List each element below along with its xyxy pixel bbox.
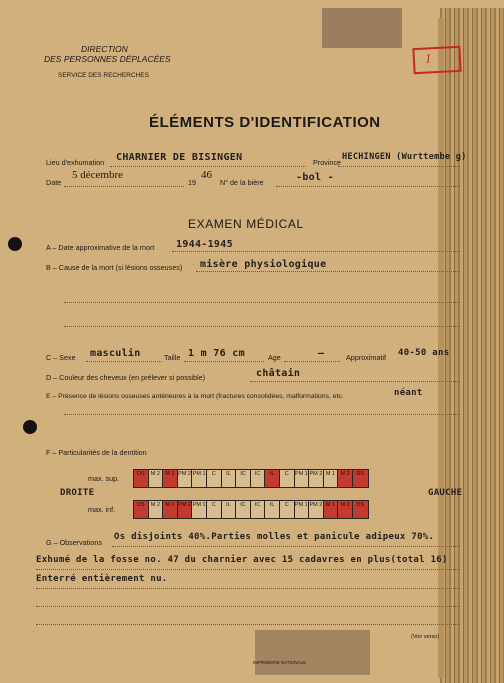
- gauche-label: GAUCHE: [428, 488, 463, 498]
- obs-line-2: [36, 569, 460, 570]
- date-label: Date: [46, 178, 62, 187]
- field-d-value: châtain: [256, 368, 301, 379]
- approx-value: 40-50 ans: [398, 348, 450, 358]
- field-e-value: néant: [394, 388, 423, 398]
- tape-bottom: [255, 630, 370, 675]
- org-line-1: DIRECTION: [81, 44, 128, 54]
- upper-tooth-3: PM 2: [178, 470, 193, 487]
- province-line: [338, 166, 460, 167]
- lower-tooth-8: IC: [251, 501, 266, 518]
- province-label: Province: [313, 158, 341, 167]
- tape-top: [322, 8, 402, 48]
- age-line: [284, 361, 340, 362]
- lieu-value: CHARNIER DE BISINGEN: [116, 152, 243, 163]
- obs-line-3: [36, 588, 460, 589]
- observations-line-3: Enterré entièrement nu.: [36, 574, 168, 584]
- field-a-line: [172, 251, 460, 252]
- upper-tooth-7: IC: [236, 470, 251, 487]
- biere-label: N° de la bière: [220, 178, 264, 187]
- lower-tooth-4: PM 1: [192, 501, 207, 518]
- upper-tooth-10: C: [280, 470, 295, 487]
- taille-label: Taille: [164, 353, 181, 362]
- date-line: [64, 186, 184, 187]
- upper-tooth-2: M 1: [163, 470, 178, 487]
- upper-tooth-5: C: [207, 470, 222, 487]
- field-a-value: 1944-1945: [176, 239, 233, 250]
- year-prefix: 19: [188, 178, 196, 187]
- date-value: 5 décembre: [72, 169, 123, 181]
- field-b-label: B – Cause de la mort (si lésions osseuses): [46, 263, 183, 272]
- field-d-label: D – Couleur des cheveux (en prélever si possible): [46, 373, 206, 382]
- province-value: HECHINGEN (Wurttembe g): [342, 152, 467, 162]
- lieu-line: [110, 166, 306, 167]
- lower-tooth-3: PM 2: [178, 501, 193, 518]
- punch-hole-2: [23, 420, 37, 434]
- field-b-line: [196, 271, 460, 272]
- max-sup-label: max. sup.: [88, 474, 120, 483]
- lower-tooth-15: DS: [353, 501, 368, 518]
- approx-label: Approximatif: [346, 353, 386, 362]
- obs-line-4: [36, 606, 460, 607]
- lower-tooth-6: IL: [222, 501, 237, 518]
- upper-tooth-11: PM 1: [295, 470, 310, 487]
- max-inf-label: max. inf.: [88, 505, 116, 514]
- lieu-label: Lieu d'exhumation: [46, 158, 105, 167]
- lower-tooth-14: M 2: [338, 501, 353, 518]
- lower-tooth-11: PM 1: [295, 501, 310, 518]
- page-title: ÉLÉMENTS D'IDENTIFICATION: [149, 114, 381, 131]
- section-title: EXAMEN MÉDICAL: [188, 217, 304, 231]
- observations-line-1: Os disjoints 40%.Parties molles et panicule adipeux 70%.: [114, 532, 435, 542]
- field-e-label: E – Présence de lésions osseuses antérieures à la mort (fractures consolidées, malformations, etc.: [46, 393, 344, 400]
- field-b-line-3: [64, 326, 460, 327]
- upper-tooth-12: PM 2: [309, 470, 324, 487]
- printer-mark: IMPRIMERIE NATIONALE: [253, 660, 307, 665]
- punch-hole-1: [8, 237, 22, 251]
- lower-tooth-5: C: [207, 501, 222, 518]
- upper-tooth-1: M 2: [149, 470, 164, 487]
- lower-tooth-1: M 2: [149, 501, 164, 518]
- biere-value: -bol -: [296, 172, 334, 183]
- lower-tooth-10: C: [280, 501, 295, 518]
- stamp-number: 1: [424, 50, 432, 66]
- sexe-label: C – Sexe: [46, 353, 76, 362]
- service-name: SERVICE DES RECHERCHES: [58, 72, 149, 79]
- lower-tooth-9: IL: [265, 501, 280, 518]
- lower-tooth-2: M 1: [163, 501, 178, 518]
- observations-label: G – Observations: [46, 538, 102, 547]
- upper-tooth-8: IC: [251, 470, 266, 487]
- observations-line-2: Exhumé de la fosse no. 47 du charnier avec 15 cadavres en plus(total 16): [36, 555, 448, 565]
- lower-tooth-13: M 1: [324, 501, 339, 518]
- sexe-line: [86, 361, 162, 362]
- red-number-stamp: [412, 46, 461, 74]
- field-e-line-2: [64, 414, 460, 415]
- voir-verso: (Voir verso): [411, 634, 440, 640]
- obs-line-1: [112, 546, 460, 547]
- taille-value: 1 m 76 cm: [188, 348, 245, 359]
- field-f-label: F – Particularités de la dentition: [46, 448, 147, 457]
- field-a-label: A – Date approximative de la mort: [46, 243, 155, 252]
- field-b-line-2: [64, 302, 460, 303]
- field-b-value: misère physiologique: [200, 259, 327, 270]
- age-value: –: [318, 348, 325, 359]
- lower-teeth-row: [133, 500, 369, 519]
- sexe-value: masculin: [90, 348, 141, 359]
- biere-line: [276, 186, 460, 187]
- lower-tooth-7: IC: [236, 501, 251, 518]
- upper-teeth-row: [133, 469, 369, 488]
- upper-tooth-4: PM 1: [192, 470, 207, 487]
- upper-tooth-13: M 1: [324, 470, 339, 487]
- age-label: Age: [268, 353, 281, 362]
- taille-line: [184, 361, 264, 362]
- droite-label: DROITE: [60, 488, 95, 498]
- lower-tooth-0: DS: [134, 501, 149, 518]
- upper-tooth-15: DS: [353, 470, 368, 487]
- upper-tooth-14: M 2: [338, 470, 353, 487]
- upper-tooth-6: IL: [222, 470, 237, 487]
- upper-tooth-0: DS: [134, 470, 149, 487]
- folder-edge: [440, 8, 504, 683]
- org-line-2: DES PERSONNES DÉPLACÉES: [44, 54, 171, 64]
- upper-tooth-9: IL: [265, 470, 280, 487]
- lower-tooth-12: PM 2: [309, 501, 324, 518]
- year-value: 46: [201, 169, 212, 181]
- field-d-line: [250, 381, 460, 382]
- obs-line-5: [36, 624, 460, 625]
